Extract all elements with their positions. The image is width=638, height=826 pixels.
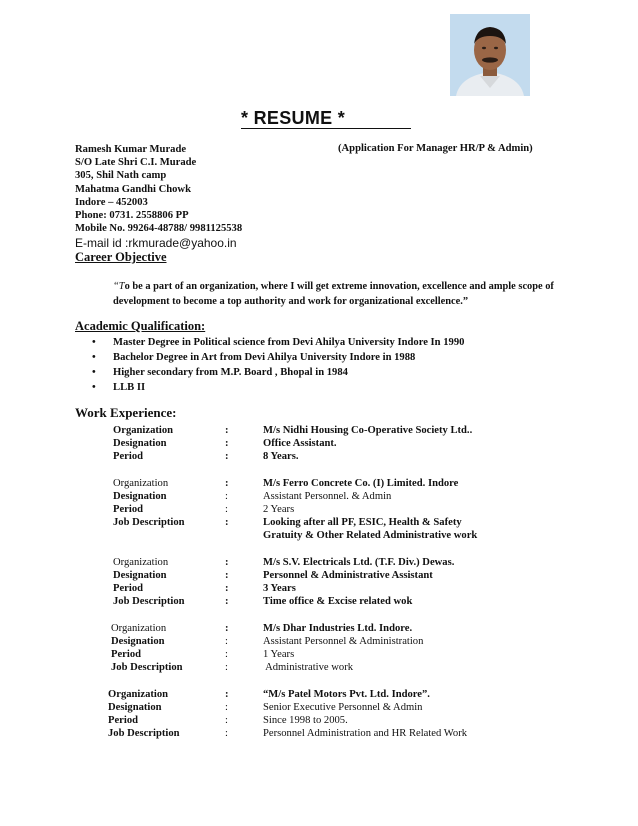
person-silhouette-icon bbox=[450, 14, 530, 96]
address-line-1: 305, Shil Nath camp bbox=[75, 170, 167, 182]
applicant-relation: S/O Late Shri C.I. Murade bbox=[75, 157, 197, 169]
career-objective-heading: Career Objective bbox=[75, 250, 167, 264]
address-line-2: Mahatma Gandhi Chowk bbox=[75, 183, 191, 195]
applicant-details bbox=[75, 143, 242, 235]
open-quote: “T bbox=[113, 281, 125, 292]
list-item: • LLB II bbox=[92, 382, 146, 393]
bullet-icon: • bbox=[92, 352, 96, 363]
academic-heading: Academic Qualification: bbox=[75, 319, 206, 333]
application-position: (Application For Manager HR/P & Admin) bbox=[338, 143, 533, 154]
work-experience-heading: Work Experience: bbox=[75, 405, 177, 420]
objective-body: o be a part of an organization, where I will get extreme innovation, excellence and ample scope of development to become a top authority and work for organizational excellence.” bbox=[113, 281, 554, 307]
list-item: • Higher secondary from M.P. Board , Bhopal in 1984 bbox=[92, 367, 348, 378]
list-item: • Bachelor Degree in Art from Devi Ahilya University Indore in 1988 bbox=[92, 352, 416, 363]
page-title: * RESUME * bbox=[241, 108, 411, 129]
bullet-icon: • bbox=[92, 382, 96, 393]
applicant-name: Ramesh Kumar Murade bbox=[75, 144, 187, 155]
phone-number: Phone: 0731. 2558806 PP bbox=[75, 210, 189, 222]
academic-list bbox=[92, 335, 464, 395]
address-line-3: Indore – 452003 bbox=[75, 196, 148, 208]
email-address: E-mail id :rkmurade@yahoo.in bbox=[75, 236, 237, 250]
bullet-icon: • bbox=[92, 337, 96, 348]
mobile-number: Mobile No. 99264-48788/ 9981125538 bbox=[75, 223, 243, 235]
career-objective-text bbox=[113, 279, 583, 309]
list-item: • Master Degree in Political science from Devi Ahilya University Indore In 1990 bbox=[92, 337, 465, 348]
profile-photo bbox=[450, 14, 530, 96]
bullet-icon: • bbox=[92, 367, 96, 378]
